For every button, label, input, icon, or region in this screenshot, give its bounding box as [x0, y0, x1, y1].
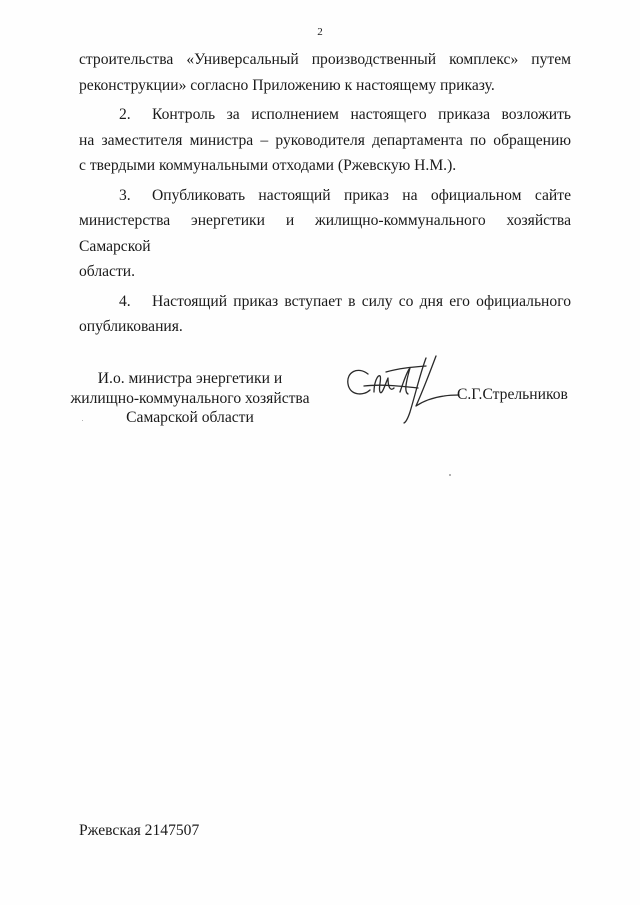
paragraph-item-2: [79, 102, 571, 179]
handwritten-signature: [340, 352, 460, 424]
executor-contact: Ржевская 2147507: [79, 822, 200, 839]
item-number: 3.: [119, 186, 131, 204]
item-number: 2.: [119, 106, 131, 123]
text-line-with-number: [79, 102, 571, 128]
text-line: Опубликовать настоящий приказ на официальном сайте: [152, 186, 571, 204]
position-line: И.о. министра энергетики и: [97, 370, 283, 387]
page-number: 2: [317, 26, 323, 38]
scan-speck: [82, 420, 83, 421]
text-line: с твердыми коммунальными отходами (Ржевскую Н.М.).: [79, 157, 457, 174]
text-line: Контроль за исполнением настоящего приказа возложить: [152, 106, 571, 123]
text-line: на заместителя министра – руководителя департамента по обращению: [79, 131, 571, 149]
text-line-with-number: [79, 289, 571, 315]
text-line: строительства «Универсальный производственный комплекс» путем: [79, 51, 571, 68]
text-line-with-number: [79, 183, 571, 209]
position-line: жилищно-коммунального хозяйства: [70, 389, 310, 407]
signatory-name: С.Г.Стрельников: [457, 386, 568, 403]
paragraph-continuation: [79, 47, 571, 98]
text-line: реконструкции» согласно Приложению к настоящему приказу.: [79, 76, 495, 94]
paragraph-item-4: [79, 289, 571, 340]
text-line: опубликования.: [79, 318, 183, 335]
signatory-position: [60, 369, 320, 428]
text-line: министерства энергетики и жилищно-коммунального хозяйства Самарской: [79, 212, 571, 255]
item-number: 4.: [119, 292, 131, 310]
position-line: Самарской области: [126, 409, 254, 426]
text-line: Настоящий приказ вступает в силу со дня его официального: [152, 292, 571, 310]
paragraph-item-3: [79, 183, 571, 285]
scan-speck: [449, 474, 451, 476]
document-body: [79, 47, 571, 340]
text-line: области.: [79, 263, 136, 280]
